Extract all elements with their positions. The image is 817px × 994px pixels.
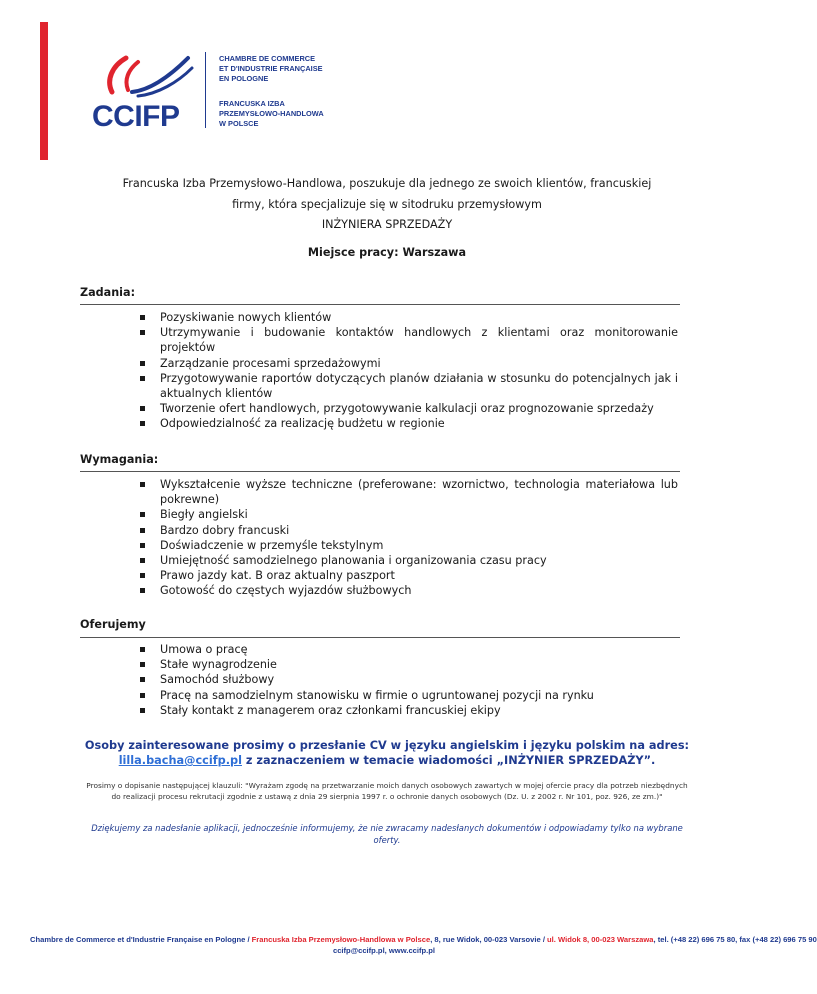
- bullet-icon: [140, 573, 145, 578]
- list-item: Biegły angielski: [80, 507, 680, 522]
- list-item: Zarządzanie procesami sprzedażowymi: [80, 356, 680, 371]
- bullet-icon: [140, 558, 145, 563]
- footer: [30, 934, 817, 956]
- bullet-icon: [140, 315, 145, 320]
- offer-rule: [80, 637, 680, 638]
- bullet-icon: [140, 330, 145, 335]
- cta-line-2: z zaznaczeniem w temacie wiadomości „INŻYNIER SPRZEDAŻY”.: [241, 754, 656, 767]
- bullet-icon: [140, 482, 145, 487]
- bullet-icon: [140, 588, 145, 593]
- list-item: Przygotowywanie raportów dotyczących planów działania w stosunku do potencjalnych jak i aktualnych klientów: [80, 371, 680, 401]
- list-item: Stałe wynagrodzenie: [80, 657, 680, 672]
- list-item: Utrzymywanie i budowanie kontaktów handlowych z klientami oraz monitorowanie projektów: [80, 325, 680, 355]
- offer-list: [80, 642, 680, 718]
- bullet-icon: [140, 708, 145, 713]
- footer-part-2: Francuska Izba Przemysłowo-Handlowa w Polsce: [251, 935, 431, 944]
- offer-title: Oferujemy: [80, 618, 146, 631]
- list-item: Bardzo dobry francuski: [80, 523, 680, 538]
- bullet-icon: [140, 647, 145, 652]
- bullet-icon: [140, 421, 145, 426]
- bullet-icon: [140, 693, 145, 698]
- bullet-icon: [140, 406, 145, 411]
- tasks-list: [80, 310, 680, 432]
- red-accent-bar: [40, 22, 48, 160]
- bullet-icon: [140, 543, 145, 548]
- list-item: Gotowość do częstych wyjazdów służbowych: [80, 583, 680, 598]
- tasks-rule: [80, 304, 680, 305]
- footer-part-4: ul. Widok 8, 00-023 Warszawa: [547, 935, 654, 944]
- brand-line-6: W POLSCE: [219, 119, 259, 128]
- thanks-note: Dziękujemy za nadesłanie aplikacji, jednocześnie informujemy, że nie zwracamy nadesłanych dokumentów i odpowiadamy tylko na wybrane oferty.: [91, 823, 683, 845]
- list-item: Pracę na samodzielnym stanowisku w firmie o ugruntowanej pozycji na rynku: [80, 688, 680, 703]
- bullet-icon: [140, 677, 145, 682]
- footer-part-5: , tel. (+48 22) 696 75 80, fax (+48 22) 696 75 90: [653, 935, 817, 944]
- brand-line-3: EN POLOGNE: [219, 74, 269, 83]
- requirements-list: [80, 477, 680, 599]
- footer-part-3: , 8, rue Widok, 00-023 Varsovie /: [430, 935, 548, 944]
- gdpr-clause: Prosimy o dopisanie następującej klauzuli: "Wyrażam zgodę na przetwarzanie moich danych osobowych zawartych w mojej ofercie pracy dla potrzeb niezbędnych do realizacji procesu rekrutacji zgodnie z ustawą z dnia 29 sierpnia 1997 r. o ochronie danych osobowych (Dz. U. z 2002 r. Nr 101, poz. 926, ze zm.)": [86, 781, 688, 801]
- bullet-icon: [140, 361, 145, 366]
- logo-wordmark: CCIFP: [92, 100, 180, 133]
- requirements-title: Wymagania:: [80, 453, 159, 466]
- brand-line-2: ET D'INDUSTRIE FRANÇAISE: [219, 64, 323, 73]
- intro-line-1: Francuska Izba Przemysłowo-Handlowa, poszukuje dla jednego ze swoich klientów, francuskiej: [122, 177, 652, 190]
- requirements-rule: [80, 471, 680, 472]
- brand-line-4: FRANCUSKA IZBA: [219, 99, 285, 108]
- bullet-icon: [140, 512, 145, 517]
- email-link[interactable]: lilla.bacha@ccifp.pl: [118, 754, 242, 767]
- position-title: INŻYNIERA SPRZEDAŻY: [321, 218, 453, 231]
- tasks-title: Zadania:: [80, 286, 136, 299]
- list-item: Samochód służbowy: [80, 672, 680, 687]
- list-item: Umowa o pracę: [80, 642, 680, 657]
- application-instructions: [80, 738, 694, 768]
- list-item: Pozyskiwanie nowych klientów: [80, 310, 680, 325]
- bullet-icon: [140, 376, 145, 381]
- intro-line-2: firmy, która specjalizuje się w sitodruku przemysłowym: [232, 198, 542, 211]
- footer-contact[interactable]: ccifp@ccifp.pl, www.ccifp.pl: [332, 946, 436, 955]
- list-item: Wykształcenie wyższe techniczne (preferowane: wzornictwo, technologia materiałowa lub pokrewne): [80, 477, 680, 507]
- list-item: Tworzenie ofert handlowych, przygotowywanie kalkulacji oraz prognozowanie sprzedaży: [80, 401, 680, 416]
- list-item: Prawo jazdy kat. B oraz aktualny paszport: [80, 568, 680, 583]
- bullet-icon: [140, 528, 145, 533]
- list-item: Odpowiedzialność za realizację budżetu w regionie: [80, 416, 680, 431]
- list-item: Umiejętność samodzielnego planowania i organizowania czasu pracy: [80, 553, 680, 568]
- list-item: Doświadczenie w przemyśle tekstylnym: [80, 538, 680, 553]
- brand-line-1: CHAMBRE DE COMMERCE: [219, 54, 316, 63]
- bullet-icon: [140, 662, 145, 667]
- brand-line-5: PRZEMYSŁOWO-HANDLOWA: [219, 109, 324, 118]
- list-item: Stały kontakt z managerem oraz członkami francuskiej ekipy: [80, 703, 680, 718]
- cta-line-1: Osoby zainteresowane prosimy o przesłanie CV w języku angielskim i języku polskim na adres:: [84, 739, 690, 752]
- logo-divider: [205, 52, 206, 128]
- footer-part-1: Chambre de Commerce et d'Industrie Française en Pologne /: [30, 935, 252, 944]
- workplace: Miejsce pracy: Warszawa: [307, 246, 467, 259]
